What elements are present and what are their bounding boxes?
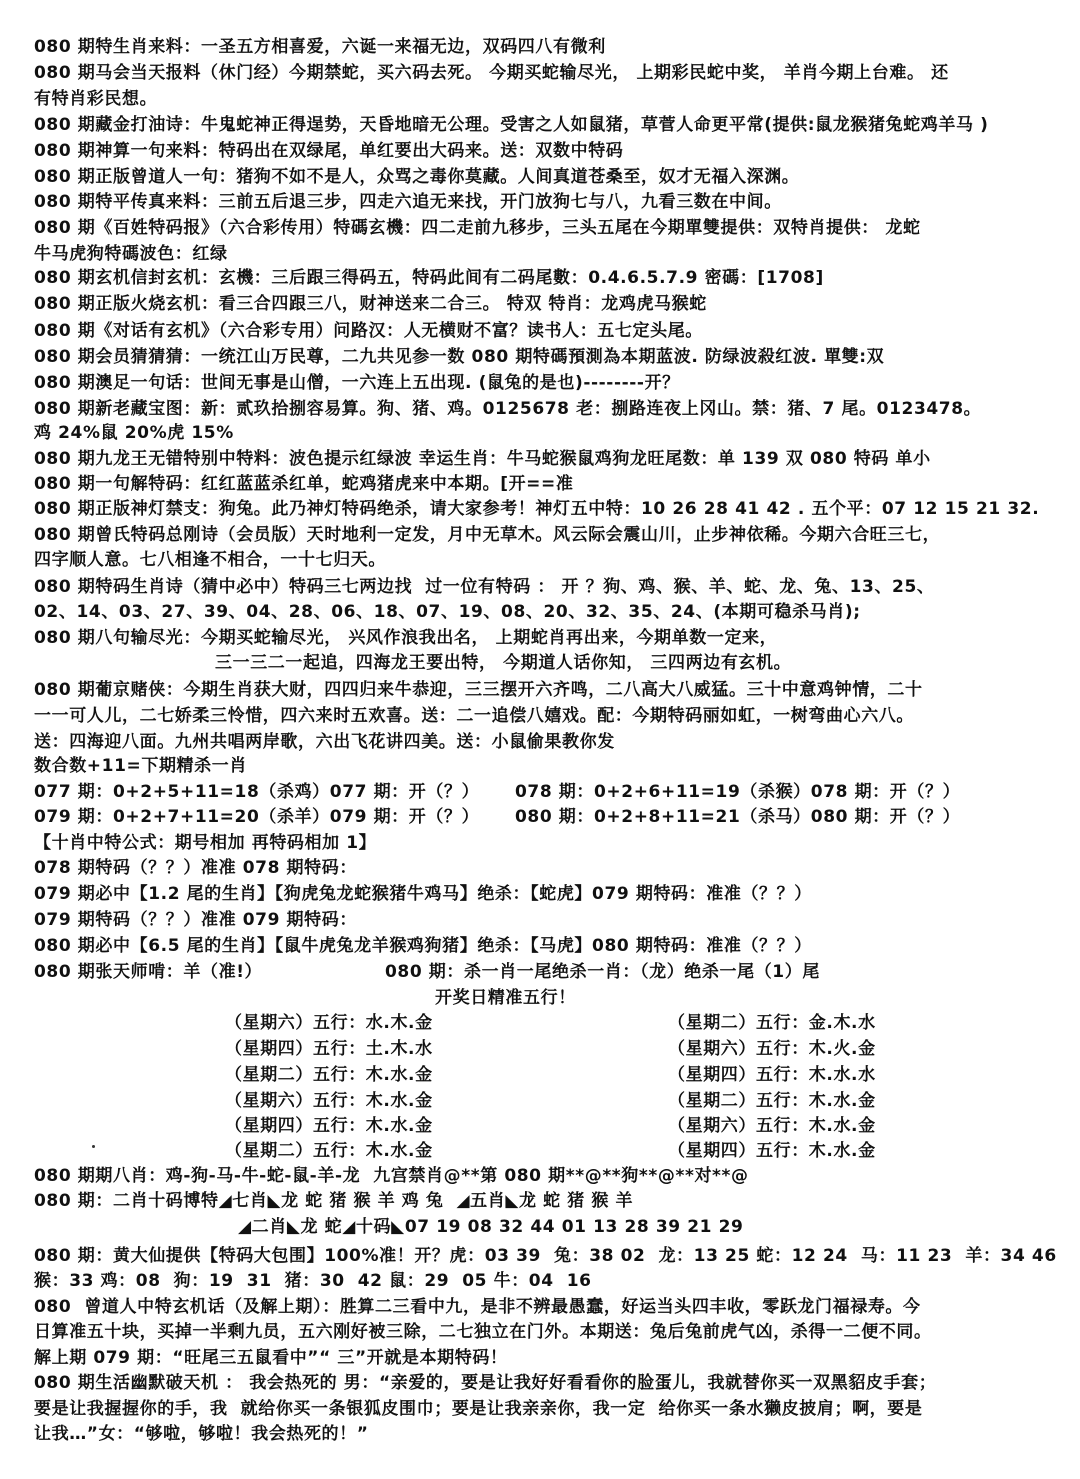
text-line: 080 期神算一句来料：特码出在双绿尾，单红要出大码来。送：双数中特码 [34,141,624,161]
text-line: 077 期：0+2+5+11=18（杀鸡）077 期：开（？） [34,782,480,802]
text-line: 一一可人儿，二七娇柔三怜惜，四六来时五欢喜。送：二一追偿八嬉戏。配：今期特码丽如虹，一树弯曲心六八。 [34,706,914,726]
text-line: 080 期：黄大仙提供【特码大包围】100%准！开？虎：03 39 兔：38 02 龙：13 25 蛇：12 24 马：11 23 羊：34 46 [34,1246,1057,1266]
wuxing-left-4: （星期六）五行：木.水.金 [225,1091,433,1111]
wuxing-left-3: （星期二）五行：木.水.金 [225,1065,433,1085]
wuxing-right-4: （星期二）五行：木.水.金 [668,1091,876,1111]
text-line: 080 期马会当天报料（休门经）今期禁蛇，买六码去死。 今期买蛇输尽光， 上期彩民蛇中奖， 羊肖今期上台难。 还 [34,63,949,83]
speck-mark [92,1145,95,1148]
text-line: 080 期正版神灯禁支：狗兔。此乃神灯特码绝杀，请大家参考！神灯五中特：10 26 28 41 42 . 五个平：07 12 15 21 32. [34,499,1040,519]
wuxing-left-1: （星期六）五行：水.木.金 [225,1013,433,1033]
text-line: 080 期藏金打油诗：牛鬼蛇神正得逞势，天昏地暗无公理。受害之人如鼠猪，草菅人命更平常(提供:鼠龙猴猪兔蛇鸡羊马 ) [34,115,989,135]
wuxing-right-6: （星期四）五行：木.水.金 [668,1141,876,1161]
text-line: 080 期《百姓特码报》（六合彩传用）特碼玄機：四二走前九移步，三头五尾在今期單雙提供：双特肖提供： 龙蛇 [34,218,921,238]
text-line: 078 期特码（？？）准准 078 期特码： [34,858,357,878]
text-line: 080 期八句输尽光：今期买蛇输尽光， 兴风作浪我出名， 上期蛇肖再出来，今期单数一定来， [34,628,778,648]
text-line: 送：四海迎八面。九州共唱两岸歌，六出飞花讲四美。送：小鼠偷果教你发 [34,732,615,752]
text-line: 080 期新老藏宝图：新：贰玖拾捌容易算。狗、猪、鸡。0125678 老：捌路连夜上冈山。禁：猪、7 尾。0123478。 [34,399,982,419]
text-line: 080 期会员猜猜猜：一统江山万民尊，二九共见参一数 080 期特碼預測為本期蓝波. 防绿波殺红波. 單雙:双 [34,347,885,367]
text-line: 牛马虎狗特碼波色：红绿 [34,244,228,264]
wuxing-right-1: （星期二）五行：金.木.水 [668,1013,876,1033]
text-line: 要是让我握握你的手，我 就给你买一条银狐皮围巾；要是让我亲亲你，我一定 给你买一条水獭皮披肩；啊，要是 [34,1399,923,1419]
text-line: 080 期特生肖来料：一圣五方相喜爱，六诞一来福无边，双码四八有微利 [34,37,606,57]
section-heading: 开奖日精准五行！ [435,988,576,1008]
text-line: 数合数+11=下期精杀一肖 [34,756,247,776]
wuxing-left-6: （星期二）五行：木.水.金 [225,1141,433,1161]
text-line: 080 期九龙王无错特别中特料：波色提示红绿波 幸运生肖：牛马蛇猴鼠鸡狗龙旺尾数：单 139 双 080 特码 单小 [34,449,931,469]
text-line: 鸡 24%鼠 20%虎 15% [34,423,234,443]
text-line: 080 期：0+2+8+11=21（杀马）080 期：开（？） [515,807,961,827]
text-line: 080 期葡京赌侠：今期生肖获大财，四四归来牛恭迎，三三摆开六齐鸣，二八高大八威猛。三十中意鸡钟情，二十 [34,680,923,700]
wuxing-left-2: （星期四）五行：土.木.水 [225,1039,433,1059]
text-line: 080 期：二肖十码博特◢七肖◣龙 蛇 猪 猴 羊 鸡 兔 ◢五肖◣龙 蛇 猪 猴 羊 [34,1191,634,1211]
wuxing-right-5: （星期六）五行：木.水.金 [668,1116,876,1136]
wuxing-right-3: （星期四）五行：木.水.水 [668,1065,876,1085]
text-line: 080 期生活幽默破天机 ： 我会热死的 男：“亲爱的，要是让我好好看看你的脸蛋儿，我就替你买一双黑貂皮手套； [34,1373,937,1393]
text-line: 让我…”女：“够啦，够啦！我会热死的！” [34,1424,369,1444]
text-line: 日算准五十块，买掉一半剩九员，五六刚好被三除，二七独立在门外。本期送：兔后兔前虎气凶，杀得一二便不同。 [34,1322,932,1342]
wuxing-left-5: （星期四）五行：木.水.金 [225,1116,433,1136]
text-line: 080 期特平传真来料：三前五后退三步，四走六追无来找，开门放狗七与八，九看三数在中间。 [34,192,782,212]
text-line: 080 期特码生肖诗（猜中必中）特码三七两边找 过一位有特码 ： 开 ？狗、鸡、猴、羊、蛇、龙、兔、13、25、 [34,577,935,597]
text-line: 080 期《对话有玄机》（六合彩专用）问路汉：人无横财不富？读书人：五七定头尾。 [34,321,703,341]
text-line: 080 期张天师啃：羊（准!） [34,962,263,982]
text-line: 【十肖中特公式：期号相加 再特码相加 1】 [34,833,377,853]
text-line: 080 期一句解特码：红红蓝蓝杀红单，蛇鸡猪虎来中本期。[开==准 [34,474,574,494]
text-line: 080 期玄机信封玄机：玄機：三后跟三得码五，特码此间有二码尾數：0.4.6.5.7.9 密碼：[1708] [34,268,824,288]
text-line: 猴：33 鸡：08 狗：19 31 猪：30 42 鼠：29 05 牛：04 16 [34,1271,592,1291]
text-line: 解上期 079 期：“旺尾三五鼠看中”“ 三”开就是本期特码！ [34,1348,508,1368]
text-line: 079 期特码（？？）准准 079 期特码： [34,910,357,930]
wuxing-right-2: （星期六）五行：木.火.金 [668,1039,876,1059]
text-line: ◢二肖◣龙 蛇◢十码◣07 19 08 32 44 01 13 28 39 21 29 [238,1217,744,1237]
text-line: 四字顺人意。七八相逢不相合，一十七归天。 [34,550,386,570]
text-line: 02、14、03、27、39、04、28、06、18、07、19、08、20、32、35、24、(本期可稳杀马肖); [34,602,861,622]
text-line: 080 期澳足一句话：世间无事是山僧，一六连上五出现. (鼠兔的是也)--------开？ [34,373,680,393]
text-line: 080 期正版火烧玄机：看三合四跟三八，财神送来二合三。 特双 特肖：龙鸡虎马猴蛇 [34,294,707,314]
text-line: 080 期：杀一肖一尾绝杀一肖：（龙）绝杀一尾（1）尾 [385,962,820,982]
text-line: 079 期必中【1.2 尾的生肖】【狗虎兔龙蛇猴猪牛鸡马】绝杀：【蛇虎】079 期特码：准准（？？） [34,884,812,904]
text-line: 080 期曾氏特码总刚诗（会员版）天时地利一定发，月中无草木。风云际会震山川，止步神依稀。今期六合旺三七， [34,525,941,545]
text-line: 080 曾道人中特玄机话（及解上期）：胜算二三看中九，是非不辨最愚蠢，好运当头四丰收，零跃龙门福禄寿。今 [34,1297,921,1317]
text-line: 有特肖彩民想。 [34,89,158,109]
text-line: 080 期必中【6.5 尾的生肖】【鼠牛虎兔龙羊猴鸡狗猪】绝杀：【马虎】080 期特码：准准（？？） [34,936,812,956]
text-line: 080 期期八肖：鸡-狗-马-牛-蛇-鼠-羊-龙 九宫禁肖@**第 080 期**@**狗**@**对**@ [34,1166,749,1186]
text-line: 080 期正版曾道人一句：猪狗不如不是人，众骂之毒你莫藏。人间真道苍桑至，奴才无福入深渊。 [34,167,800,187]
text-line: 078 期：0+2+6+11=19（杀猴）078 期：开（？） [515,782,961,802]
text-line: 三一三二一起追，四海龙王要出特， 今期道人话你知， 三四两边有玄机。 [215,653,792,673]
text-line: 079 期：0+2+7+11=20（杀羊）079 期：开（？） [34,807,480,827]
